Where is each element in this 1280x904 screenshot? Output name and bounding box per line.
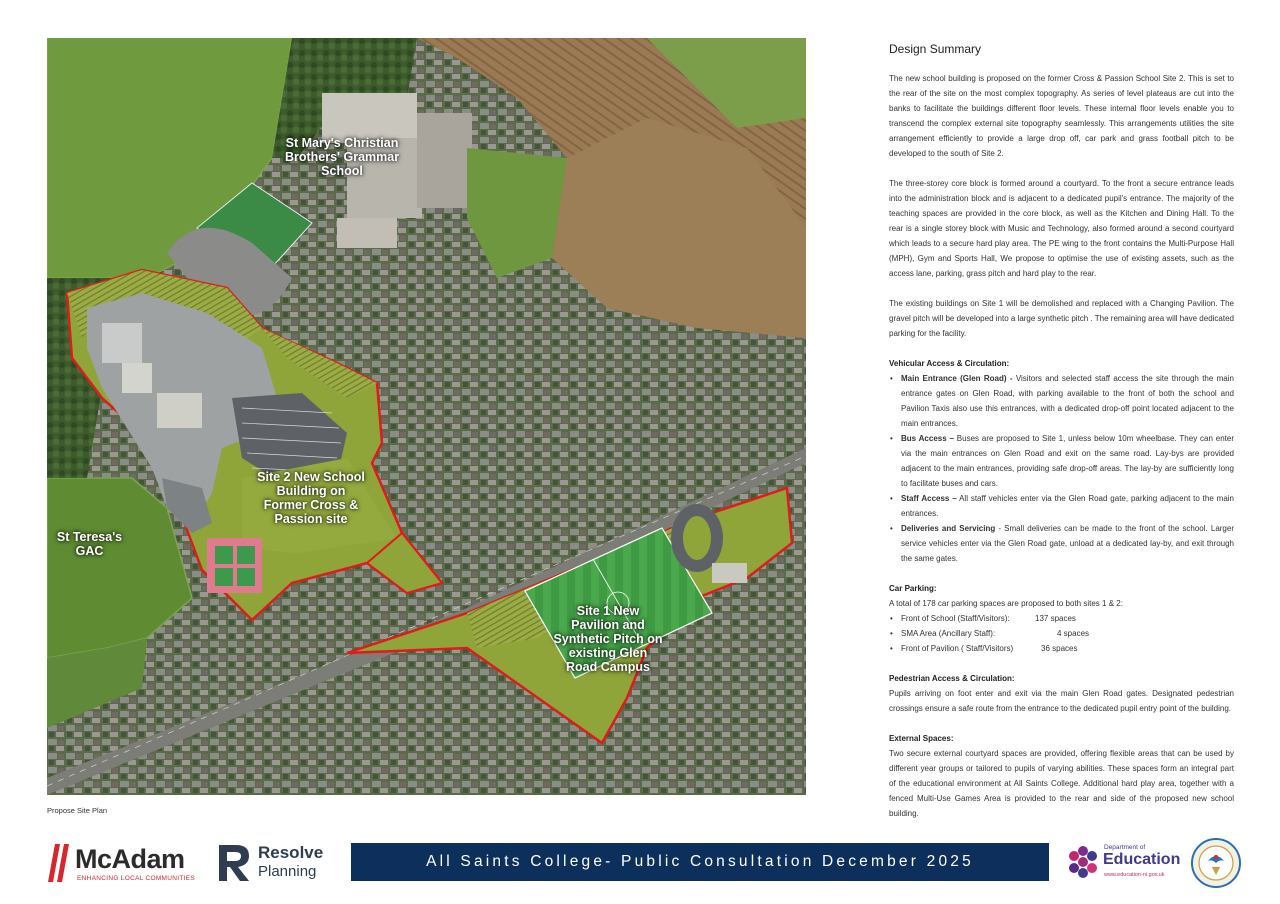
list-item: • Deliveries and Servicing - Small deliveries can be made to the front of the school. Larger service vehicles enter via the Glen Road gate, unload at a dedicated lay-by, and exit through the same gates. — [889, 521, 1234, 566]
vehicular-heading: Vehicular Access & Circulation: — [889, 359, 1010, 368]
list-item: • Main Entrance (Glen Road) - Visitors and selected staff access the site through the main entrance gates on Glen Road, with parking available to the front of both the school and Pavilion Taxis also use this entrances, with a dedicated drop-off point located adjacent to the main entrances. — [889, 371, 1234, 431]
department-of-education-logo — [1066, 843, 1186, 883]
label-st-teresas: St Teresa's GAC — [56, 530, 123, 558]
resolve-line1: Resolve — [258, 843, 324, 862]
mcadam-slash-icon — [47, 842, 77, 884]
mcadam-logo — [47, 842, 207, 884]
doe-url: www.education-ni.gov.uk — [1104, 872, 1165, 878]
list-item: • Front of Pavilion ( Staff/Visitors) 36 spaces — [889, 641, 1234, 656]
resolve-r-icon — [216, 843, 252, 883]
consultation-banner: All Saints College- Public Consultation December 2025 — [351, 843, 1049, 881]
parking-heading: Car Parking: — [889, 584, 937, 593]
parking-intro: A total of 178 car parking spaces are proposed to both sites 1 & 2: — [889, 599, 1123, 608]
list-item: • Staff Access – All staff vehicles enter via the Glen Road gate, parking adjacent to the main entrances. — [889, 491, 1234, 521]
resolve-planning-logo — [216, 843, 336, 883]
site-plan-map — [47, 38, 806, 795]
summary-title: Design Summary — [889, 42, 982, 56]
mcadam-name: McAdam — [75, 844, 185, 874]
label-st-marys: St Mary's Christian Brothers' Grammar School — [284, 136, 400, 178]
summary-paragraph-3: The existing buildings on Site 1 will be demolished and replaced with a Changing Pavilion. The gravel pitch will be developed into a large synthetic pitch . The remaining area will have dedicated parking for the facility. — [889, 299, 1234, 338]
summary-paragraph-1: The new school building is proposed on the former Cross & Passion School Site 2. This is set to the rear of the site on the most complex topography. As series of level plateaus are cut into the banks to facilitate the buildings different floor levels. These internal floor levels enable you to transcend the complex external site topography seamlessly. This arrangements utilities the site arrangement efficiently to provide a large drop off, car park and grass football pitch to be developed to the south of Site 2. — [889, 74, 1234, 158]
mcadam-tagline: ENHANCING LOCAL COMMUNITIES — [77, 875, 196, 882]
doe-line2: Education — [1103, 851, 1181, 868]
parking-list — [889, 611, 1234, 656]
design-summary — [889, 40, 1234, 836]
list-item: • SMA Area (Ancillary Staff): 4 spaces — [889, 626, 1234, 641]
college-crest-icon — [1190, 837, 1242, 889]
list-item: • Bus Access – Buses are proposed to Site 1, unless below 10m wheelbase. They can enter via the main entrances on Glen Road and exit on the same road. Lay-bys are provided adjacent to the main entrances, providing safe drop-off areas. The lay-by are sufficiently long to facilitate buses and cars. — [889, 431, 1234, 491]
pedestrian-heading: Pedestrian Access & Circulation: — [889, 674, 1015, 683]
external-heading: External Spaces: — [889, 734, 954, 743]
vehicular-list — [889, 371, 1234, 566]
summary-paragraph-2: The three-storey core block is formed around a courtyard. To the front a secure entrance leads into the administration block and is adjacent to a dedicated pupil's entrance. The majority of the teaching spaces are provided in the core block, as well as the Kitchen and Dining Hall. To the rear is a single storey block with Music and Technology, also formed around a second courtyard which leads to a secure hard play area. The PE wing to the front contains the Multi-Purpose Hall (MPH), Gym and Sports Hall, We propose to optimise the use of existing assets, such as the access lane, parking, grass pitch and hard play to the rear. — [889, 179, 1234, 278]
pedestrian-text: Pupils arriving on foot enter and exit via the main Glen Road gates. Designated pedestrian crossings ensure a safe route from the entrance to the dedicated pupil entry point of the building. — [889, 689, 1234, 713]
label-site-2: Site 2 New School Building on Former Cross & Passion site — [257, 470, 365, 526]
resolve-line2: Planning — [258, 863, 317, 880]
list-item: • Front of School (Staff/Visitors): 137 spaces — [889, 611, 1234, 626]
aerial-photo — [47, 38, 806, 795]
education-hex-icon — [1066, 845, 1100, 879]
external-text: Two secure external courtyard spaces are provided, offering flexible areas that can be used by different year groups or tailored to pupils of varying abilities. These spaces form an integral part of the educational environment at All Saints College. Additional hard play area, together with a fenced Multi-Use Games Area is provided to the rear and side of the proposed new school building. — [889, 749, 1234, 818]
doe-line1: Department of — [1104, 844, 1146, 851]
map-caption: Propose Site Plan — [47, 806, 108, 815]
label-site-1: Site 1 New Pavilion and Synthetic Pitch on existing Glen Road Campus — [553, 604, 663, 674]
